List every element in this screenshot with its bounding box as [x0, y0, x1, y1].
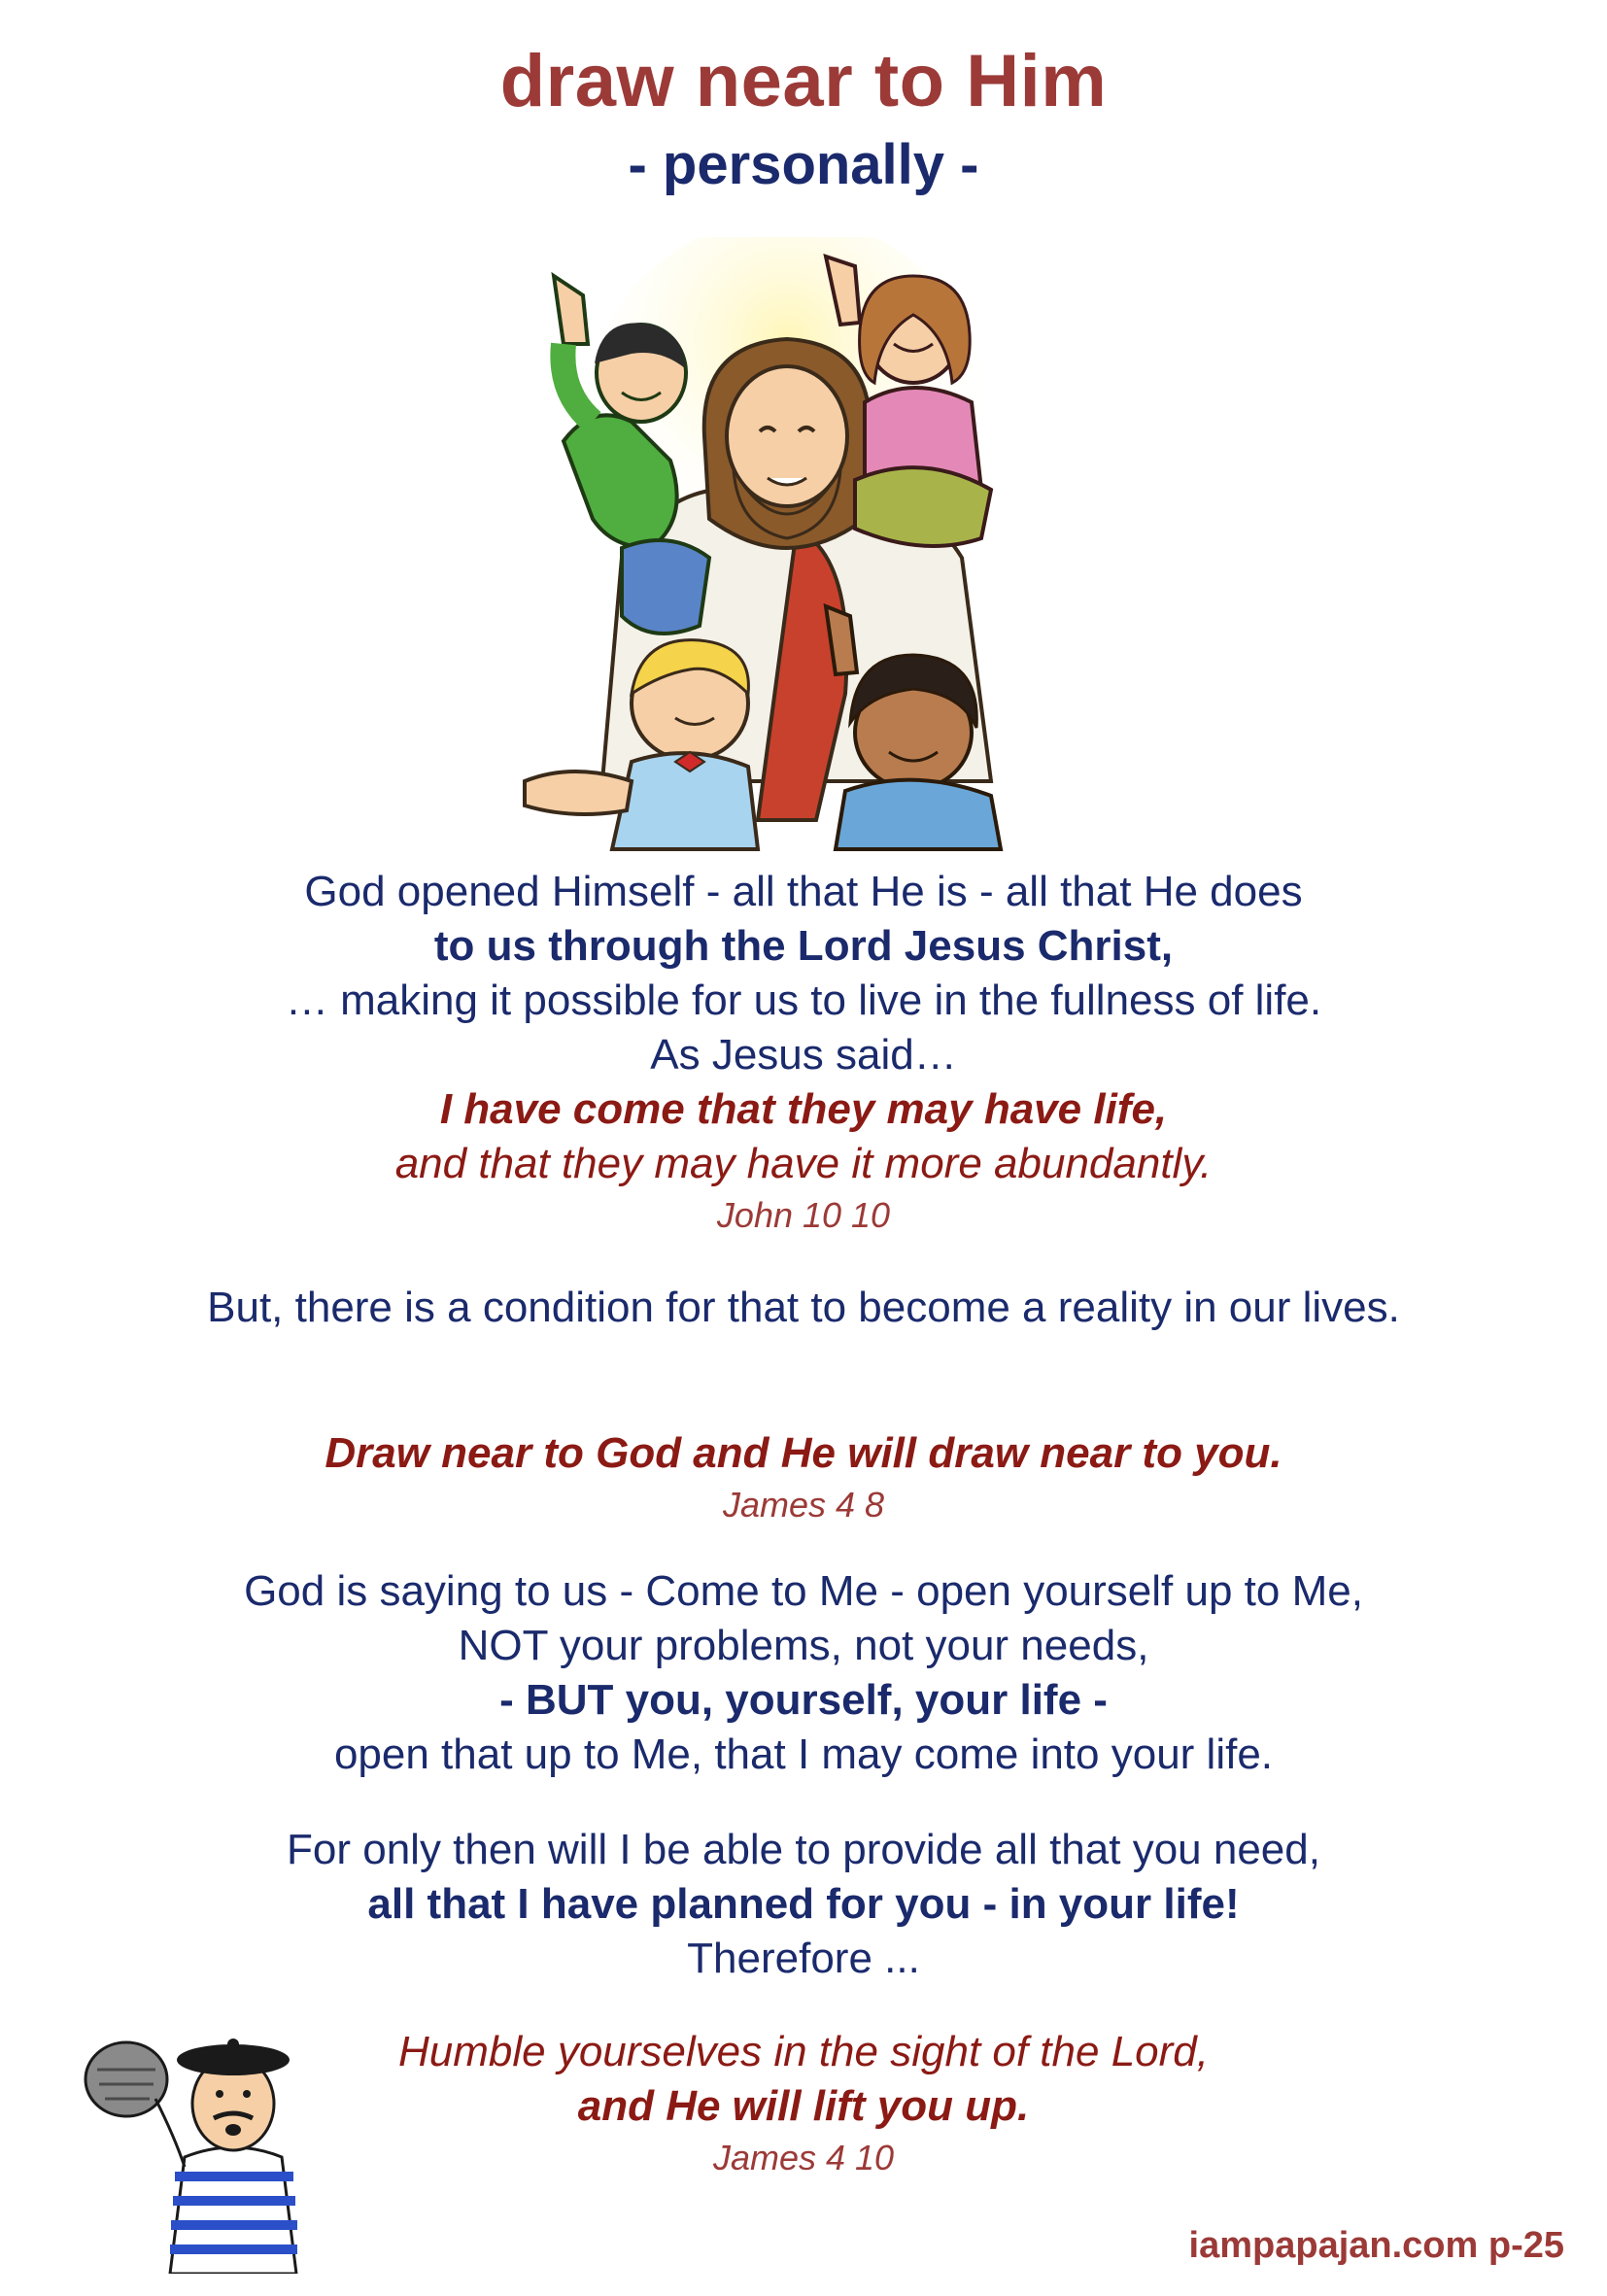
section-condition [0, 1281, 1607, 1335]
jesus-with-children-illustration [505, 237, 1069, 859]
text-line: open that up to Me, that I may come into your life. [333, 1731, 1274, 1778]
text-line: NOT your problems, not your needs, [458, 1622, 1149, 1669]
page-title: draw near to Him [499, 40, 1108, 122]
scripture-quote-bold: I have come that they may have life, [439, 1085, 1168, 1133]
text-line: As Jesus said… [650, 1031, 957, 1079]
section-draw-near [0, 1426, 1607, 1529]
text-line: But, there is a condition for that to become a reality in our lives. [207, 1284, 1400, 1331]
footer-site-page: iampapajan.com p-25 [1188, 2225, 1564, 2266]
mime-character-illustration [78, 2011, 340, 2274]
section-god-saying [0, 1564, 1607, 1782]
section-opened-himself [0, 865, 1607, 1240]
scripture-reference: James 4 10 [712, 2138, 895, 2177]
scripture-reference: John 10 10 [716, 1195, 891, 1235]
section-humble [155, 2025, 1452, 2182]
scripture-quote-bold: and He will lift you up. [577, 2082, 1030, 2130]
text-line-bold: - BUT you, yourself, your life - [499, 1676, 1108, 1724]
text-line: Therefore ... [687, 1935, 920, 1982]
text-line: For only then will I be able to provide all that you need, [287, 1826, 1320, 1873]
text-line: … making it possible for us to live in the fullness of life. [285, 977, 1322, 1024]
scripture-quote: and that they may have it more abundantly. [394, 1140, 1213, 1187]
section-only-then [0, 1823, 1607, 1986]
text-line: God opened Himself - all that He is - all that He does [304, 868, 1303, 915]
scripture-quote: Humble yourselves in the sight of the Lord, [397, 2028, 1209, 2075]
scripture-quote-bold: Draw near to God and He will draw near to you. [325, 1429, 1282, 1477]
text-line: God is saying to us - Come to Me - open yourself up to Me, [244, 1567, 1363, 1615]
text-line-bold: all that I have planned for you - in your life! [367, 1880, 1240, 1928]
page-subtitle: - personally - [628, 133, 979, 196]
text-line-bold: to us through the Lord Jesus Christ, [433, 922, 1174, 970]
scripture-reference: James 4 8 [722, 1485, 885, 1525]
